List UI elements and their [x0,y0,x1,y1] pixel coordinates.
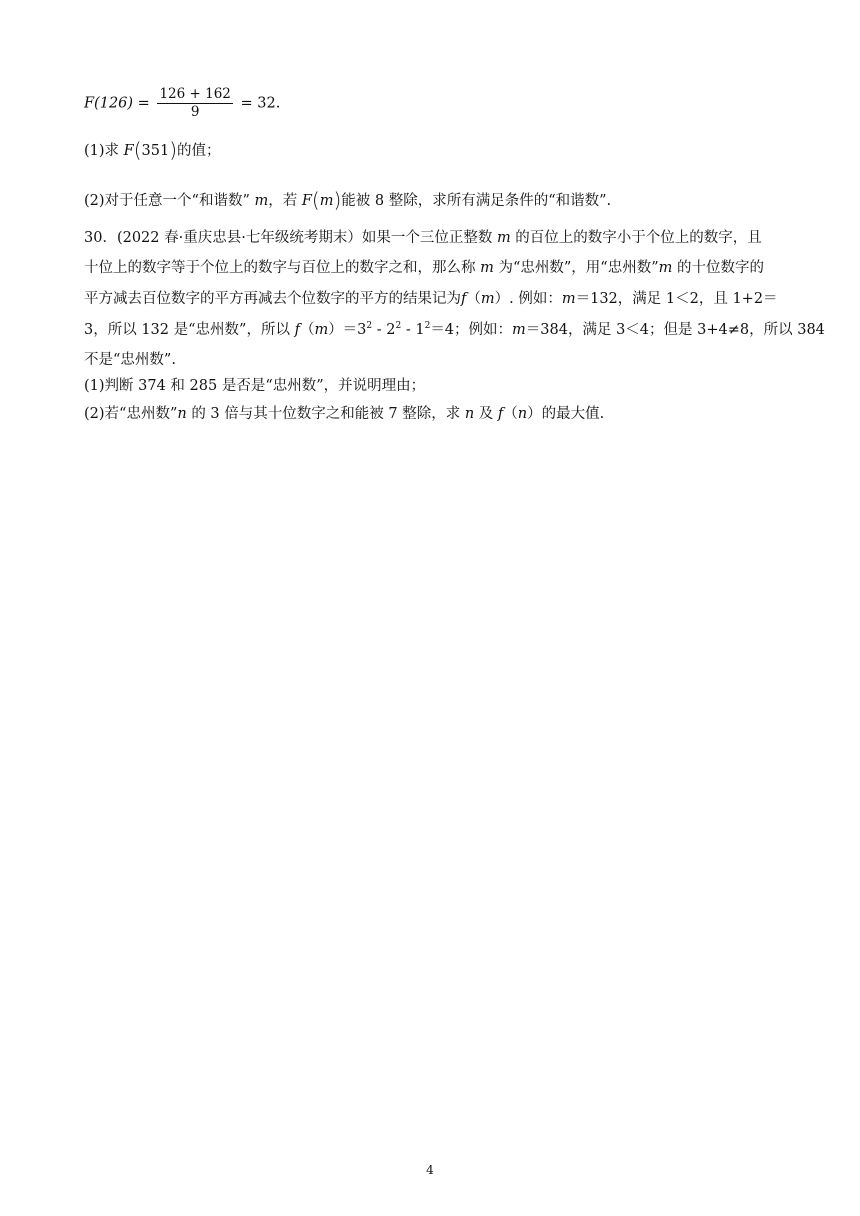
text: (2)若“忠州数” [84,406,178,422]
variable-n: n [177,406,187,422]
text: ）. 例如： [494,291,562,307]
text: 的十位数字的 [672,260,764,276]
paren-right: ) [333,188,342,212]
formula-equals: = [240,95,253,112]
variable-n: n [464,406,475,422]
variable-m: m [480,291,495,307]
function-f: f [294,322,300,338]
q29-part2-prefix: (2)对于任意一个“和谐数” [84,193,250,209]
superscript: 2 [366,321,373,331]
text: - 2 [372,322,396,338]
q29-part2-middle: ，若 [268,193,298,209]
text: （ [466,291,481,307]
q29-part2 [84,190,611,211]
q29-part1 [84,140,221,161]
text: ）的最大值. [527,406,605,422]
text: - 1 [401,322,425,338]
page-number: 4 [426,1163,434,1177]
q29-part1-prefix: (1)求 [84,143,120,159]
function-f: f [461,291,467,307]
text: 及 [474,406,498,422]
text: 的百位上的数字小于个位上的数字，且 [510,230,762,246]
q30-part2 [84,404,604,424]
text: (1)判断 374 和 285 是否是“忠州数”，并说明理由； [84,378,426,394]
variable-m: m [512,322,526,338]
formula-line [84,86,280,121]
formula-result: 32 [257,95,276,112]
variable-m: m [314,322,329,338]
function-arg: m [319,193,334,209]
variable-n: n [517,406,528,422]
q30-line4 [84,320,825,340]
function-symbol: F [301,193,312,209]
q30-line2 [84,258,764,278]
q30-line3 [84,289,778,309]
superscript: 2 [395,321,402,331]
formula-lhs: F(126) [84,95,134,112]
formula-equals: = [137,95,150,112]
fraction-numerator: 126 + 162 [159,86,231,102]
text: 平方减去百位数字的平方再减去个位数字的平方的结果记为 [84,291,461,307]
formula-fraction [157,86,232,121]
q30-line1 [84,228,762,248]
function-arg: 351 [141,143,170,159]
variable-m: m [254,193,269,209]
variable-m: m [561,291,576,307]
q30-part1 [84,376,425,396]
variable-m: m [480,260,494,276]
q29-part2-suffix: 能被 8 整除，求所有满足条件的“和谐数”. [341,193,612,209]
text: 的 3 倍与其十位数字之和能被 7 整除，求 [186,406,465,422]
variable-m: m [496,230,511,246]
paren-right: ) [169,138,178,162]
text: （ [299,322,315,338]
text: 不是“忠州数”. [84,352,176,368]
function-symbol: F [123,143,134,159]
superscript: 2 [424,321,431,331]
paren-left: ( [133,138,142,162]
text: （ [503,406,518,422]
fraction-denominator: 9 [190,104,200,120]
paren-left: ( [311,188,320,212]
text: 十位上的数字等于个位上的数字与百位上的数字之和，那么称 [84,260,481,276]
text: ＝132，满足 1＜2，且 1+2＝ [575,291,778,307]
variable-m: m [658,260,673,276]
q30-line5 [84,350,176,370]
text: 3，所以 132 是“忠州数”，所以 [84,322,295,338]
text: 为“忠州数”，用“忠州数” [493,260,659,276]
q29-part1-suffix: 的值； [177,143,221,159]
text: ）＝3 [328,322,367,338]
formula-period: . [275,95,281,112]
function-f: f [497,406,504,422]
text: ＝4；例如： [430,322,513,338]
text: ＝384，满足 3＜4；但是 3+4≠8，所以 384 [525,322,825,338]
text: 30．(2022 春·重庆忠县·七年级统考期末）如果一个三位正整数 [84,230,497,246]
